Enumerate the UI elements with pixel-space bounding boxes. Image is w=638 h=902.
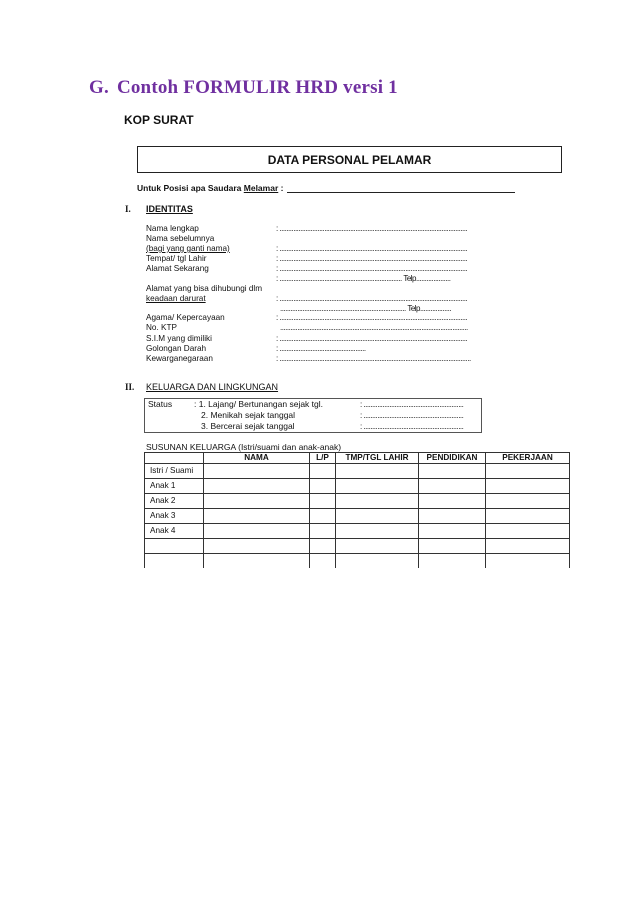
table-cell[interactable] bbox=[204, 524, 310, 539]
posisi-prefix: Untuk Posisi apa Saudara bbox=[137, 183, 244, 193]
table-cell[interactable] bbox=[419, 539, 486, 554]
label-nama-lengkap: Nama lengkap bbox=[146, 224, 199, 233]
column-header: PEKERJAAN bbox=[486, 453, 570, 464]
status-row bbox=[145, 410, 482, 421]
section-number: I. bbox=[125, 204, 131, 214]
status-option: 2. Menikah sejak tanggal bbox=[201, 410, 296, 420]
section-heading bbox=[89, 77, 398, 99]
column-header: L/P bbox=[310, 453, 336, 464]
table-cell[interactable] bbox=[336, 494, 419, 509]
column-header bbox=[145, 453, 204, 464]
label-keadaan-darurat: keadaan darurat bbox=[146, 294, 206, 303]
posisi-suffix: : bbox=[278, 183, 284, 193]
table-cell[interactable] bbox=[336, 464, 419, 479]
blank-tempat-lahir[interactable]: : ............................................................................................................. bbox=[276, 254, 468, 263]
label-ganti-nama: (bagi yang ganti nama) bbox=[146, 244, 230, 253]
form-title-box bbox=[137, 146, 562, 173]
label-alamat-sekarang: Alamat Sekarang bbox=[146, 264, 209, 273]
table-cell[interactable] bbox=[204, 464, 310, 479]
label-kewarganegaraan: Kewarganegaraan bbox=[146, 354, 213, 363]
posisi-blank-line[interactable] bbox=[287, 192, 515, 193]
susunan-keluarga-title: SUSUNAN KELUARGA (Istri/suami dan anak-anak) bbox=[146, 442, 342, 452]
table-cell[interactable] bbox=[310, 479, 336, 494]
table-cell[interactable] bbox=[419, 479, 486, 494]
status-blank[interactable]: : .......................................................... bbox=[360, 400, 464, 409]
column-header: TMP/TGL LAHIR bbox=[336, 453, 419, 464]
table-cell[interactable] bbox=[486, 554, 570, 569]
status-label-empty bbox=[145, 421, 192, 433]
table-cell[interactable] bbox=[486, 524, 570, 539]
row-label bbox=[145, 539, 204, 554]
blank-darah[interactable]: : .................................................. bbox=[276, 344, 366, 353]
table-cell[interactable] bbox=[419, 554, 486, 569]
label-alamat-darurat: Alamat yang bisa dihubungi dlm bbox=[146, 284, 263, 293]
table-cell[interactable] bbox=[486, 509, 570, 524]
table-cell[interactable] bbox=[486, 479, 570, 494]
table-cell[interactable] bbox=[419, 494, 486, 509]
table-cell[interactable] bbox=[310, 509, 336, 524]
table-row bbox=[145, 494, 570, 509]
table-row bbox=[145, 524, 570, 539]
blank-ktp[interactable]: ............................................................................................................. bbox=[280, 323, 468, 332]
column-header: NAMA bbox=[204, 453, 310, 464]
table-cell[interactable] bbox=[310, 494, 336, 509]
table-cell[interactable] bbox=[204, 494, 310, 509]
row-label bbox=[145, 554, 204, 569]
section-title: KELUARGA DAN LINGKUNGAN bbox=[146, 382, 279, 392]
status-table bbox=[144, 398, 482, 433]
blank-kewarganegaraan[interactable]: : ............................................................................................................... bbox=[276, 354, 471, 363]
table-row bbox=[145, 554, 570, 569]
table-cell[interactable] bbox=[336, 554, 419, 569]
table-cell[interactable] bbox=[486, 539, 570, 554]
table-cell[interactable] bbox=[336, 479, 419, 494]
blank-alamat-telp[interactable]: : ....................................................................... Telp.................... bbox=[276, 274, 451, 283]
table-row bbox=[145, 479, 570, 494]
blank-alamat[interactable]: : ............................................................................................................. bbox=[276, 264, 468, 273]
section-identitas-heading bbox=[125, 204, 193, 214]
table-row bbox=[145, 539, 570, 554]
table-cell[interactable] bbox=[419, 524, 486, 539]
label-nama-sebelumnya: Nama sebelumnya bbox=[146, 234, 215, 243]
table-cell[interactable] bbox=[336, 509, 419, 524]
table-cell[interactable] bbox=[310, 539, 336, 554]
row-label: Anak 4 bbox=[145, 524, 204, 539]
status-row bbox=[145, 399, 482, 411]
status-label: Status bbox=[148, 399, 173, 409]
table-cell[interactable] bbox=[336, 524, 419, 539]
posisi-melamar: Melamar bbox=[243, 183, 279, 193]
form-title: DATA PERSONAL PELAMAR bbox=[267, 152, 432, 167]
table-cell[interactable] bbox=[419, 464, 486, 479]
table-cell[interactable] bbox=[204, 479, 310, 494]
blank-sim[interactable]: : ............................................................................................................. bbox=[276, 334, 468, 343]
row-label: Anak 1 bbox=[145, 479, 204, 494]
table-cell[interactable] bbox=[486, 464, 570, 479]
table-cell[interactable] bbox=[419, 509, 486, 524]
table-cell[interactable] bbox=[310, 524, 336, 539]
table-header-row bbox=[145, 453, 570, 464]
table-cell[interactable] bbox=[310, 554, 336, 569]
table-cell[interactable] bbox=[204, 554, 310, 569]
label-tempat-lahir: Tempat/ tgl Lahir bbox=[146, 254, 207, 263]
label-sim: S.I.M yang dimiliki bbox=[146, 334, 212, 343]
label-agama: Agama/ Kepercayaan bbox=[146, 313, 225, 322]
column-header: PENDIDIKAN bbox=[419, 453, 486, 464]
row-label: Anak 2 bbox=[145, 494, 204, 509]
status-blank[interactable]: : .......................................................... bbox=[360, 422, 464, 431]
kop-surat: KOP SURAT bbox=[124, 113, 194, 127]
table-row bbox=[145, 464, 570, 479]
row-label: Anak 3 bbox=[145, 509, 204, 524]
table-cell[interactable] bbox=[204, 539, 310, 554]
blank-agama[interactable]: : ............................................................................................................. bbox=[276, 313, 468, 322]
section-number: II. bbox=[125, 382, 135, 392]
table-cell[interactable] bbox=[486, 494, 570, 509]
table-cell[interactable] bbox=[336, 539, 419, 554]
blank-darurat[interactable]: : ............................................................................................................. bbox=[276, 294, 468, 303]
heading-text: Contoh FORMULIR HRD versi 1 bbox=[116, 77, 398, 98]
section-keluarga-heading bbox=[125, 382, 278, 392]
table-cell[interactable] bbox=[310, 464, 336, 479]
family-table bbox=[144, 452, 570, 568]
status-option: 3. Bercerai sejak tanggal bbox=[201, 421, 295, 431]
status-row bbox=[145, 421, 482, 433]
status-option: : 1. Lajang/ Bertunangan sejak tgl. bbox=[194, 399, 324, 409]
status-label-empty bbox=[145, 410, 192, 421]
heading-number: G. bbox=[89, 77, 109, 98]
row-label: Istri / Suami bbox=[145, 464, 204, 479]
blank-darurat-telp[interactable]: ......................................................................... Telp.................. bbox=[280, 304, 452, 313]
label-golongan-darah: Golongan Darah bbox=[146, 344, 207, 353]
table-row bbox=[145, 509, 570, 524]
label-no-ktp: No. KTP bbox=[146, 323, 177, 332]
status-blank[interactable]: : .......................................................... bbox=[360, 411, 464, 420]
blank-nama[interactable]: : ............................................................................................................. bbox=[276, 224, 468, 233]
blank-ganti-nama[interactable]: : ............................................................................................................. bbox=[276, 244, 468, 253]
section-title: IDENTITAS bbox=[146, 204, 193, 214]
posisi-field[interactable] bbox=[137, 183, 515, 193]
table-cell[interactable] bbox=[204, 509, 310, 524]
